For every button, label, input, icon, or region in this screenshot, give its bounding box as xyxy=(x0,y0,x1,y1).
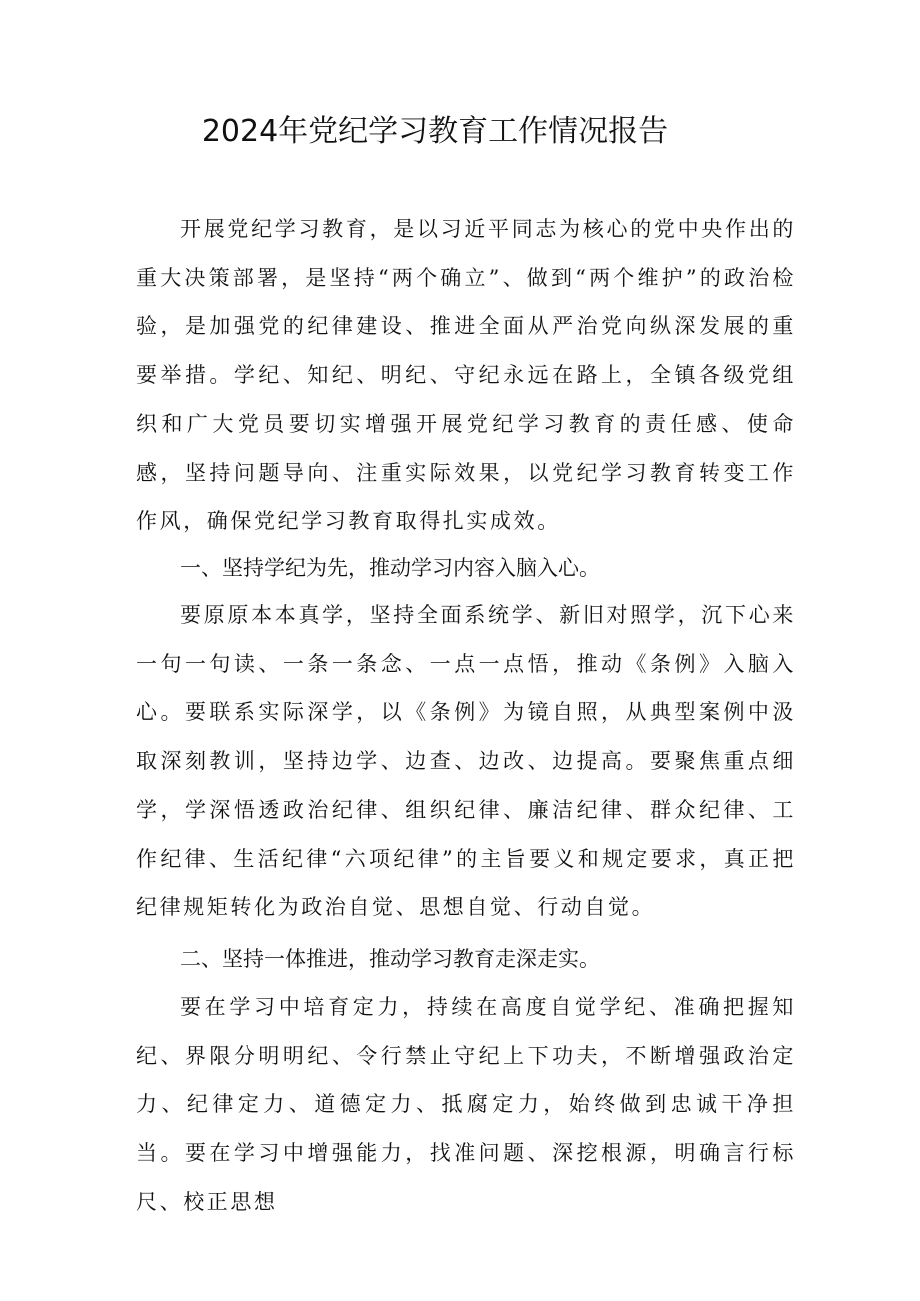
paragraph-section-1: 要原原本本真学，坚持全面系统学、新旧对照学，沉下心来一句一句读、一条一条念、一点一点悟，推动《条例》入脑入心。要联系实际深学，以《条例》为镜自照，从典型案例中汲取深刻教训，坚持边学、边查、边改、边提高。要聚焦重点细学，学深悟透政治纪律、组织纪律、廉洁纪律、群众纪律、工作纪律、生活纪律“六项纪律”的主旨要义和规定要求，真正把纪律规矩转化为政治自觉、思想自觉、行动自觉。 xyxy=(136,603,796,920)
section-heading-1: 一、坚持学纪为先，推动学习内容入脑入心。 xyxy=(180,556,600,580)
paragraph-intro: 开展党纪学习教育，是以习近平同志为核心的党中央作出的重大决策部署，是坚持“两个确立”、做到“两个维护”的政治检验，是加强党的纪律建设、推进全面从严治党向纵深发展的重要举措。学纪、知纪、明纪、守纪永远在路上，全镇各级党组织和广大党员要切实增强开展党纪学习教育的责任感、使命感，坚持问题导向、注重实际效果，以党纪学习教育转变工作作风，确保党纪学习教育取得扎实成效。 xyxy=(136,217,796,534)
document-title: 2024年党纪学习教育工作情况报告 xyxy=(201,114,669,149)
paragraph-section-2: 要在学习中培育定力，持续在高度自觉学纪、准确把握知纪、界限分明明纪、令行禁止守纪上下功夫，不断增强政治定力、纪律定力、道德定力、抵腐定力，始终做到忠诚干净担当。要在学习中增强能力，找准问题、深挖根源，明确言行标尺、校正思想 xyxy=(136,995,796,1214)
section-heading-2: 二、坚持一体推进，推动学习教育走深走实。 xyxy=(180,947,600,971)
